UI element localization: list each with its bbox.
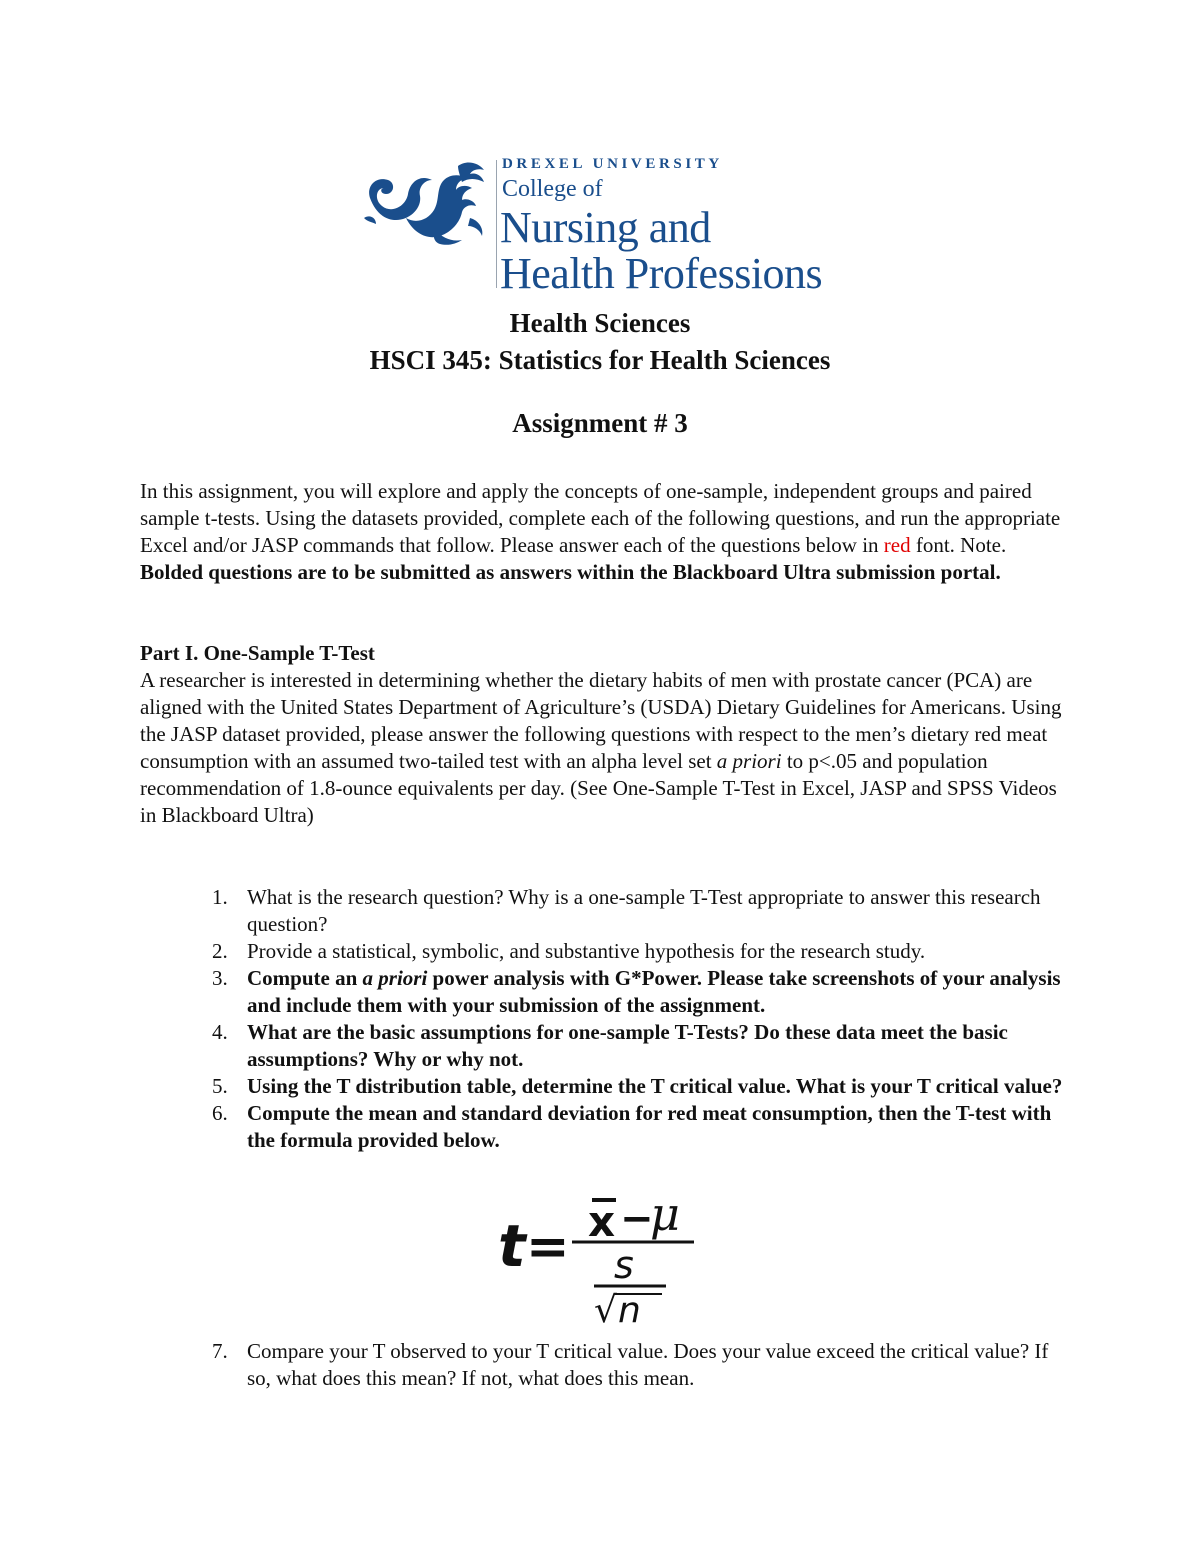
dragon-icon: [362, 158, 490, 248]
question-number: 6.: [212, 1101, 228, 1125]
question-text-post: power analysis with G*Power. Please take screenshots of your analysis and include them with your submission of the assignment.: [247, 966, 1061, 1017]
question-italic: a priori: [362, 966, 428, 990]
list-item: [140, 884, 1070, 938]
question-number: 5.: [212, 1074, 228, 1098]
formula-xbar: x: [588, 1197, 616, 1246]
question-text: Using the T distribution table, determine the T critical value. What is your T critical value?: [247, 1074, 1063, 1098]
question-text: What are the basic assumptions for one-sample T-Tests? Do these data meet the basic assumptions? Why or why not.: [247, 1020, 1008, 1071]
part-one-italic: a priori: [716, 749, 782, 773]
intro-paragraph: [140, 478, 1070, 586]
part-one-text-a: A researcher is interested in determining whether the dietary habits of men with prostate cancer (PCA) are aligned with the United States Department of Agriculture’s (USDA) Dietary Guidelines for Americans. Using the JASP dataset provided, please answer the following questions with respect to the men’s dietary red meat consumption with an assumed two-tailed test with an alpha level set: [140, 668, 1062, 773]
part-one-text-b: to p<.05 and population recommendation of 1.8-ounce equivalents per day. (See One-Sample T-Test in Excel, JASP and SPSS Videos in Blackboard Ultra): [140, 749, 1057, 827]
question-number: 7.: [212, 1339, 228, 1363]
drexel-logo: [362, 152, 842, 302]
intro-text-1: In this assignment, you will explore and apply the concepts of one-sample, independent groups and paired sample t-tests. Using the datasets provided, complete each of the following questions, and run the appropriate Excel and/or JASP commands that follow. Please answer each of the questions below in: [140, 479, 1061, 557]
formula-mu: μ: [650, 1187, 680, 1241]
question-text: Compute the mean and standard deviation for red meat consumption, then the T-test with the formula provided below.: [247, 1101, 1052, 1152]
question-number: 4.: [212, 1020, 228, 1044]
college-line-2: Nursing and: [500, 203, 711, 252]
list-item: [140, 938, 1070, 965]
formula-s: s: [614, 1243, 634, 1287]
question-text: Compare your T observed to your T critical value. Does your value exceed the critical value? If so, what does this mean? If not, what does this mean.: [247, 1339, 1049, 1390]
department-title: Health Sciences: [509, 308, 691, 338]
formula-minus: −: [620, 1196, 654, 1242]
question-text: What is the research question? Why is a one-sample T-Test appropriate to answer this research question?: [247, 885, 1041, 936]
college-line-1: College of: [502, 176, 603, 202]
part-one-paragraph: [140, 667, 1070, 829]
list-item: [140, 1100, 1070, 1154]
formula-equals: =: [526, 1217, 570, 1277]
formula-root: √: [594, 1290, 617, 1331]
question-text: Provide a statistical, symbolic, and substantive hypothesis for the research study.: [247, 939, 926, 963]
question-list-continued: [140, 1338, 1070, 1392]
list-item: [140, 1019, 1070, 1073]
college-line-3: Health Professions: [500, 249, 823, 298]
question-number: 1.: [212, 885, 228, 909]
list-item: [140, 1073, 1070, 1100]
list-item: [140, 965, 1070, 1019]
question-text-pre: Compute an: [247, 966, 363, 990]
list-item: [140, 1338, 1070, 1392]
part-one-section: [140, 640, 1070, 829]
formula-t: t: [498, 1212, 526, 1280]
assignment-title: Assignment # 3: [512, 408, 688, 438]
logo-divider: [496, 160, 497, 288]
university-name: DREXEL UNIVERSITY: [502, 156, 723, 172]
course-title: HSCI 345: Statistics for Health Sciences: [369, 345, 831, 375]
bold-note: Bolded questions are to be submitted as answers within the Blackboard Ultra submission portal.: [140, 560, 1001, 584]
t-test-formula: [490, 1184, 710, 1334]
formula-n: n: [618, 1290, 641, 1331]
question-list: [140, 884, 1070, 1154]
part-one-heading: Part I. One-Sample T-Test: [140, 641, 375, 665]
intro-text-2: font. Note.: [910, 533, 1007, 557]
question-number: 3.: [212, 966, 228, 990]
red-word: red: [883, 533, 911, 557]
question-number: 2.: [212, 939, 228, 963]
